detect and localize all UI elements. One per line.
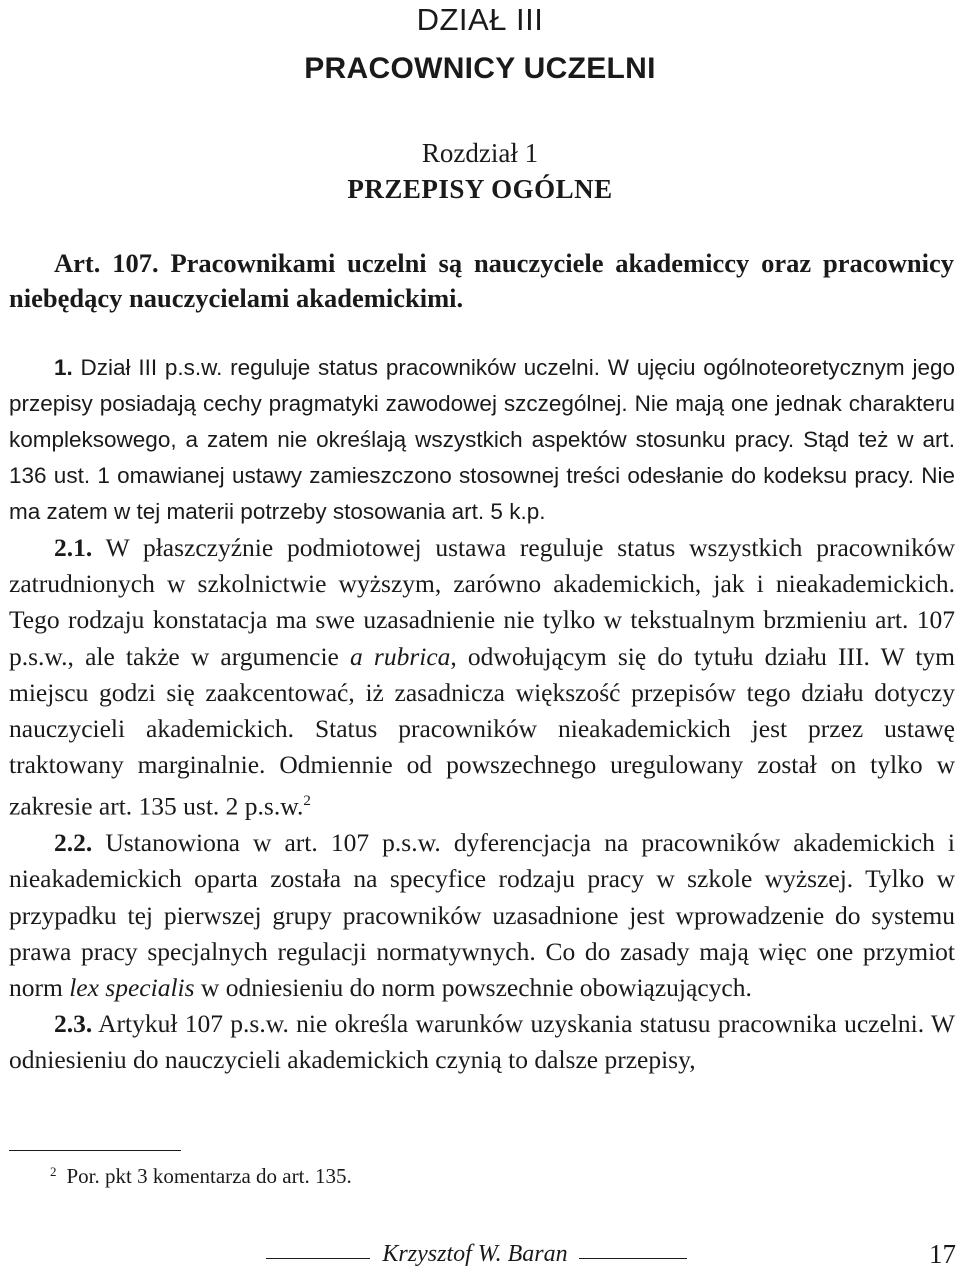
footnote [50, 1164, 352, 1189]
chapter-title: PRZEPISY OGÓLNE [347, 174, 613, 204]
latin-term: a rubrica [350, 641, 451, 671]
paragraph-text: , odwołującym się do tytułu działu III. W tym miejscu godzi się zaakcentować, iż zasadnicza większość przepisów tego działu dotyczy nauczycieli akademickich. Status pracowników nieakademickich jest przez ustawę traktowany marginalnie. Odmiennie od powszechnego uregulowany został on tylko w zakresie art. 135 ust. 2 p.s.w. [9, 641, 956, 821]
chapter-label: Rozdział 1 [421, 138, 539, 168]
article-heading: Art. 107. [54, 248, 159, 278]
commentary-paragraph-1 [9, 350, 955, 530]
part-label: DZIAŁ III [416, 2, 544, 37]
paragraph-number: 2.2. [54, 828, 93, 858]
footer-author: Krzysztof W. Baran [382, 1241, 568, 1267]
footnote-text: Por. pkt 3 komentarza do art. 135. [66, 1164, 352, 1188]
footnote-reference[interactable]: 2 [303, 793, 311, 810]
paragraph-text: Artykuł 107 p.s.w. nie określa warunków uzyskania statusu pracownika uczelni. W odniesieniu do nauczycieli akademickich czynią to dalsze przepisy, [9, 1009, 955, 1075]
footer-rule-right [579, 1258, 687, 1259]
running-footer [0, 1241, 960, 1273]
page-number: 17 [929, 1239, 956, 1269]
paragraph-number: 1. [54, 355, 73, 380]
footnote-separator [9, 1150, 181, 1151]
commentary-paragraph-2-1 [9, 530, 955, 825]
commentary-paragraph-2-3 [9, 1006, 955, 1078]
paragraph-text: w odniesieniu do norm powszechnie obowiązujących. [194, 972, 752, 1002]
commentary [9, 350, 955, 1079]
latin-term: lex specialis [69, 972, 195, 1002]
article-text: Pracownikami uczelni są nauczyciele akademiccy oraz pracownicy niebędący nauczycielami akademickimi. [9, 248, 955, 313]
paragraph-text: Ustanowiona w art. 107 p.s.w. dyferencjacja na pracowników akademickich i nieakademickich oparta została na specyfice rodzaju pracy w szkole wyższej. Tylko w przypadku tej pierwszej grupy pracowników uzasadnione jest wprowadzenie do systemu prawa pracy specjalnych regulacji normatywnych. Co do zasady mają więc one przymiot norm [9, 828, 956, 1002]
part-title: PRACOWNICY UCZELNI [304, 52, 656, 85]
footer-rule-left [266, 1258, 370, 1259]
paragraph-text: W płaszczyźnie podmiotowej ustawa reguluje status wszystkich pracowników zatrudnionych w szkolnictwie wyższym, zarówno akademickich, jak i nieakademickich. Tego rodzaju konstatacja ma swe uzasadnienie nie tylko w tekstualnym brzmieniu art. 107 p.s.w., ale także w argumencie [9, 533, 955, 671]
commentary-paragraph-2-2 [9, 825, 955, 1006]
paragraph-number: 2.3. [54, 1009, 93, 1039]
paragraph-number: 2.1. [54, 533, 93, 562]
paragraph-text: Dział III p.s.w. reguluje status pracowników uczelni. W ujęciu ogólnoteoretycznym jego przepisy posiadają cechy pragmatyki zawodowej szczególnej. Nie mają one jednak charakteru kompleksowego, a zatem nie określają wszystkich aspektów stosunku pracy. Stąd też w art. 136 ust. 1 omawianej ustawy zamieszczono stosownej treści odesłanie do kodeksu pracy. Nie ma zatem w tej materii potrzeby stosowania art. 5 k.p. [9, 355, 955, 524]
footnote-number: 2 [50, 1164, 57, 1179]
article-107 [9, 246, 954, 316]
